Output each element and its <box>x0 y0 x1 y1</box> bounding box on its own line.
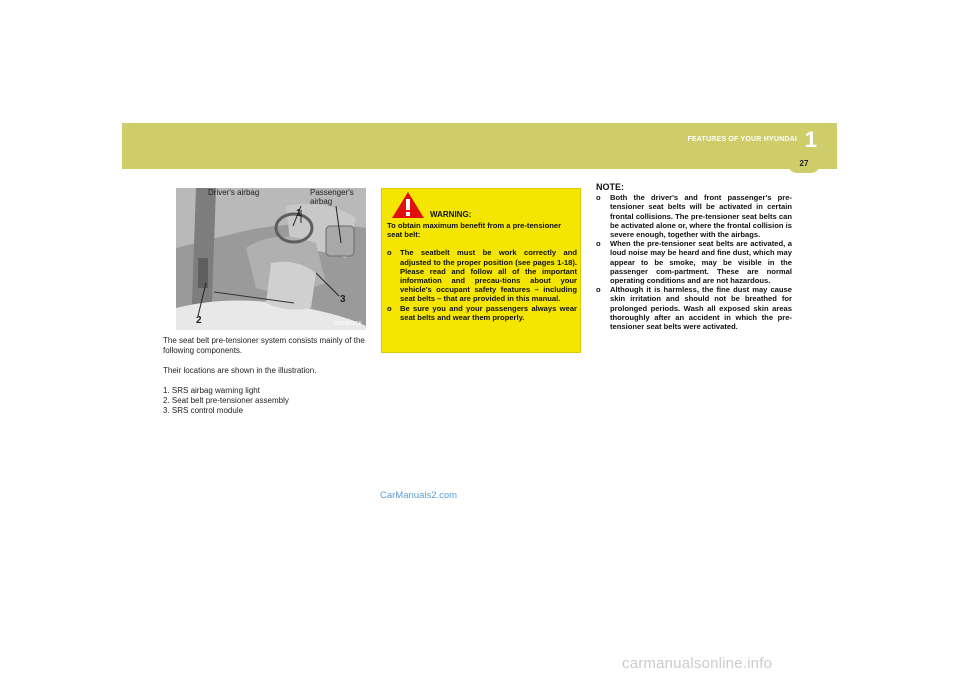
callout-1: 1 <box>296 208 302 219</box>
note-item-text: Both the driver's and front passenger's pre-tensioner seat belts will be activated in certain frontal collisions. The pre-tensioner seat belts can be activated alone or, where the frontal collision is severe enough, together with the airbags. <box>610 193 792 240</box>
bullet-marker: o <box>387 248 392 258</box>
seat-belt-pretensioner-illustration <box>176 188 366 330</box>
note-section <box>596 183 792 331</box>
note-list <box>596 193 792 331</box>
bullet-marker: o <box>596 239 601 249</box>
component-list <box>163 386 369 416</box>
note-title: NOTE: <box>596 182 624 192</box>
list-item <box>596 193 792 239</box>
note-item-text: Although it is harmless, the fine dust may cause skin irritation and should not be breathed for prolonged periods. Wash all exposed skin areas thoroughly after an accident in which the pre-tensioner seat belts were activated. <box>610 285 792 332</box>
warning-box <box>381 188 581 353</box>
warning-exclamation-icon <box>391 191 425 219</box>
list-item: 1. SRS airbag warning light <box>163 386 260 395</box>
component-description <box>163 336 369 416</box>
chapter-header-band <box>122 123 837 169</box>
footer-logo: carmanualsonline.info <box>622 655 773 672</box>
warning-item-text: Be sure you and your passengers always wear seat belts and wear them properly. <box>400 303 577 322</box>
warning-title: WARNING: <box>430 210 472 219</box>
list-item <box>596 285 792 331</box>
watermark-link[interactable]: CarManuals2.com <box>380 490 458 501</box>
bullet-marker: o <box>596 193 601 203</box>
warning-list <box>387 248 577 322</box>
locations-paragraph: Their locations are shown in the illustration. <box>163 366 317 375</box>
warning-item-text: The seatbelt must be work correctly and adjusted to the proper position (see pages 1-18). Please read and follow all of the important information and precau-tions about your vehicle's occupant safety features – including seat belts – that are provided in this manual. <box>400 248 577 304</box>
bullet-marker: o <box>596 285 601 295</box>
page-number: 27 <box>788 155 820 173</box>
bullet-marker: o <box>387 303 392 313</box>
drivers-airbag-label: Driver's airbag <box>208 188 260 197</box>
list-item <box>387 304 577 322</box>
figure-code: B180B01GK <box>334 321 362 327</box>
note-item-text: When the pre-tensioner seat belts are activated, a loud noise may be heard and fine dust, which may appear to be smoke, may be visible in the passenger com-partment. These are normal operating conditions and are not hazardous. <box>610 239 792 286</box>
callout-3: 3 <box>340 294 346 305</box>
chapter-number: 1 <box>804 127 817 152</box>
chapter-title: FEATURES OF YOUR HYUNDAI <box>687 136 797 143</box>
list-item: 2. Seat belt pre-tensioner assembly <box>163 396 289 405</box>
warning-intro: To obtain maximum benefit from a pre-tensioner seat belt: <box>387 221 562 240</box>
callout-2: 2 <box>196 315 202 326</box>
passengers-airbag-label: Passenger's airbag <box>310 188 354 206</box>
list-item: 3. SRS control module <box>163 406 244 415</box>
list-item <box>596 239 792 285</box>
description-paragraph: The seat belt pre-tensioner system consists mainly of the following components. <box>163 336 365 355</box>
list-item <box>387 248 577 303</box>
